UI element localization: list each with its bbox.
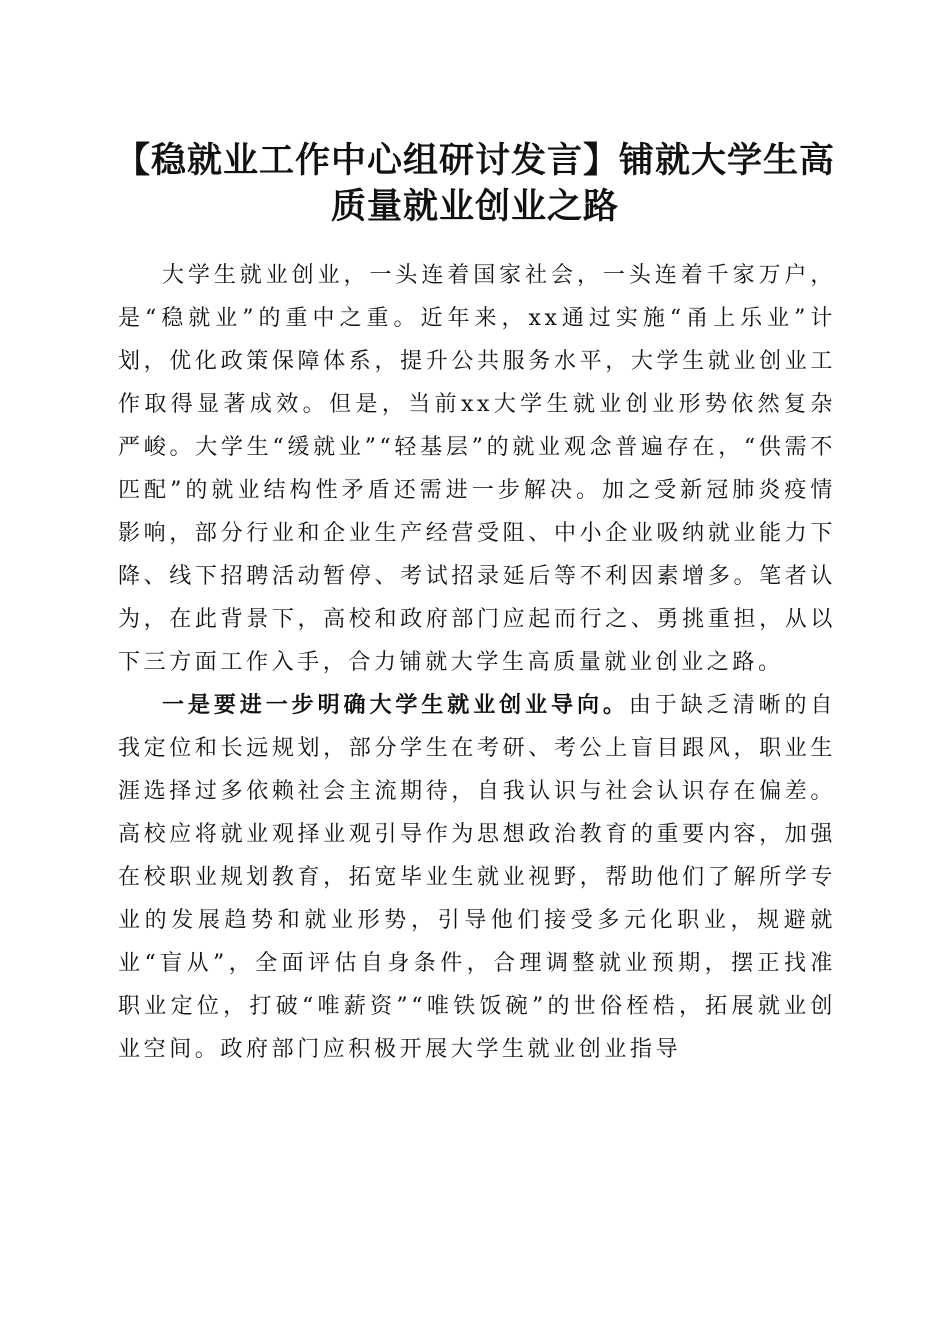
document-body [118,254,836,1071]
title-line-2: 质量就业创业之路 [330,187,619,227]
title-line-1: 【稳就业工作中心组研讨发言】铺就大学生高 [114,141,835,181]
paragraph-intro [118,254,836,684]
paragraph-text: 由于缺乏清晰的自我定位和长远规划，部分学生在考研、考公上盲目跟风，职业生涯选择过多依赖社会主流期待，自我认识与社会认识存在偏差。高校应将就业观择业观引导作为思想政治教育的重要内容，加强在校职业规划教育，拓宽毕业生就业视野，帮助他们了解所学专业的发展趋势和就业形势，引导他们接受多元化职业，规避就业“盲从”，全面评估自身条件，合理调整就业预期，摆正找准职业定位，打破“唯薪资”“唯铁饭碗”的世俗桎梏，拓展就业创业空间。政府部门应积极开展大学生就业创业指导 [118,693,836,1062]
paragraph-text: 大学生就业创业，一头连着国家社会，一头连着千家万户，是“稳就业”的重中之重。近年来，xx通过实施“甬上乐业”计划，优化政策保障体系，提升公共服务水平，大学生就业创业工作取得显著成效。但是，当前xx大学生就业创业形势依然复杂严峻。大学生“缓就业”“轻基层”的就业观念普遍存在，“供需不匹配”的就业结构性矛盾还需进一步解决。加之受新冠肺炎疫情影响，部分行业和企业生产经营受阻、中小企业吸纳就业能力下降、线下招聘活动暂停、考试招录延后等不利因素增多。笔者认为，在此背景下，高校和政府部门应起而行之、勇挑重担，从以下三方面工作入手，合力铺就大学生高质量就业创业之路。 [118,263,836,675]
paragraph-point-one [118,684,836,1071]
document-title [100,138,850,230]
paragraph-lead: 一是要进一步明确大学生就业创业导向。 [162,692,629,718]
